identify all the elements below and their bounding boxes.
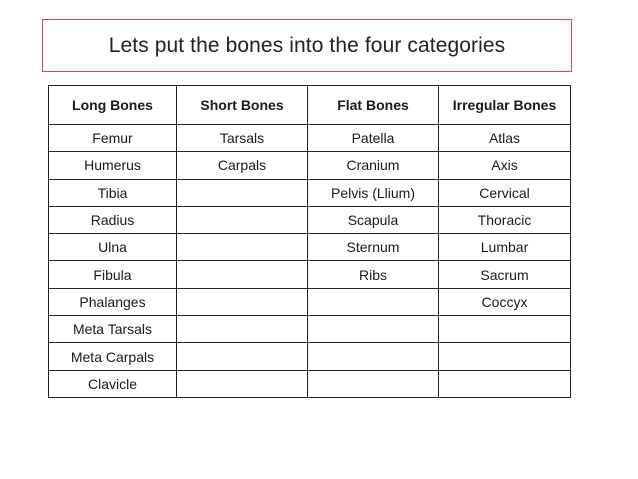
column-header-flat-bones: Flat Bones xyxy=(308,86,439,125)
table-cell-irregular: Sacrum xyxy=(439,261,571,288)
table-cell-short: Carpals xyxy=(177,152,308,179)
table-cell-long: Radius xyxy=(49,206,177,233)
table-cell-short xyxy=(177,316,308,343)
bone-categories-table xyxy=(48,85,571,398)
title-box xyxy=(42,19,572,72)
table-cell-short xyxy=(177,370,308,397)
table-row xyxy=(49,316,571,343)
table-row xyxy=(49,288,571,315)
table-row xyxy=(49,370,571,397)
column-header-irregular-bones: Irregular Bones xyxy=(439,86,571,125)
table-row xyxy=(49,179,571,206)
table-row xyxy=(49,343,571,370)
column-header-long-bones: Long Bones xyxy=(49,86,177,125)
table-cell-flat: Scapula xyxy=(308,206,439,233)
table-cell-long: Phalanges xyxy=(49,288,177,315)
table-row xyxy=(49,206,571,233)
table-cell-long: Fibula xyxy=(49,261,177,288)
table-cell-long: Meta Carpals xyxy=(49,343,177,370)
table-cell-short xyxy=(177,343,308,370)
table-cell-flat xyxy=(308,370,439,397)
table-row xyxy=(49,152,571,179)
table-cell-flat: Sternum xyxy=(308,234,439,261)
table-cell-irregular: Cervical xyxy=(439,179,571,206)
table-cell-long: Humerus xyxy=(49,152,177,179)
table-header-row xyxy=(49,86,571,125)
table-cell-long: Clavicle xyxy=(49,370,177,397)
table-cell-flat xyxy=(308,343,439,370)
table-cell-flat: Cranium xyxy=(308,152,439,179)
table-cell-flat: Ribs xyxy=(308,261,439,288)
table-row xyxy=(49,261,571,288)
table-cell-flat: Pelvis (Llium) xyxy=(308,179,439,206)
table-cell-irregular: Atlas xyxy=(439,125,571,152)
table-cell-short xyxy=(177,288,308,315)
table-cell-long: Tibia xyxy=(49,179,177,206)
table-cell-irregular xyxy=(439,343,571,370)
table-cell-long: Ulna xyxy=(49,234,177,261)
table-row xyxy=(49,125,571,152)
table-cell-long: Meta Tarsals xyxy=(49,316,177,343)
table-cell-irregular: Axis xyxy=(439,152,571,179)
table-cell-flat xyxy=(308,316,439,343)
table-cell-long: Femur xyxy=(49,125,177,152)
table-cell-irregular xyxy=(439,370,571,397)
table-row xyxy=(49,234,571,261)
table-cell-short xyxy=(177,206,308,233)
table-cell-flat: Patella xyxy=(308,125,439,152)
table-cell-short xyxy=(177,179,308,206)
table-cell-short: Tarsals xyxy=(177,125,308,152)
table-cell-flat xyxy=(308,288,439,315)
table-cell-irregular: Lumbar xyxy=(439,234,571,261)
page-title: Lets put the bones into the four categories xyxy=(108,33,506,57)
column-header-short-bones: Short Bones xyxy=(177,86,308,125)
table-cell-short xyxy=(177,234,308,261)
table-cell-irregular: Coccyx xyxy=(439,288,571,315)
table-cell-irregular xyxy=(439,316,571,343)
table-cell-irregular: Thoracic xyxy=(439,206,571,233)
table-cell-short xyxy=(177,261,308,288)
